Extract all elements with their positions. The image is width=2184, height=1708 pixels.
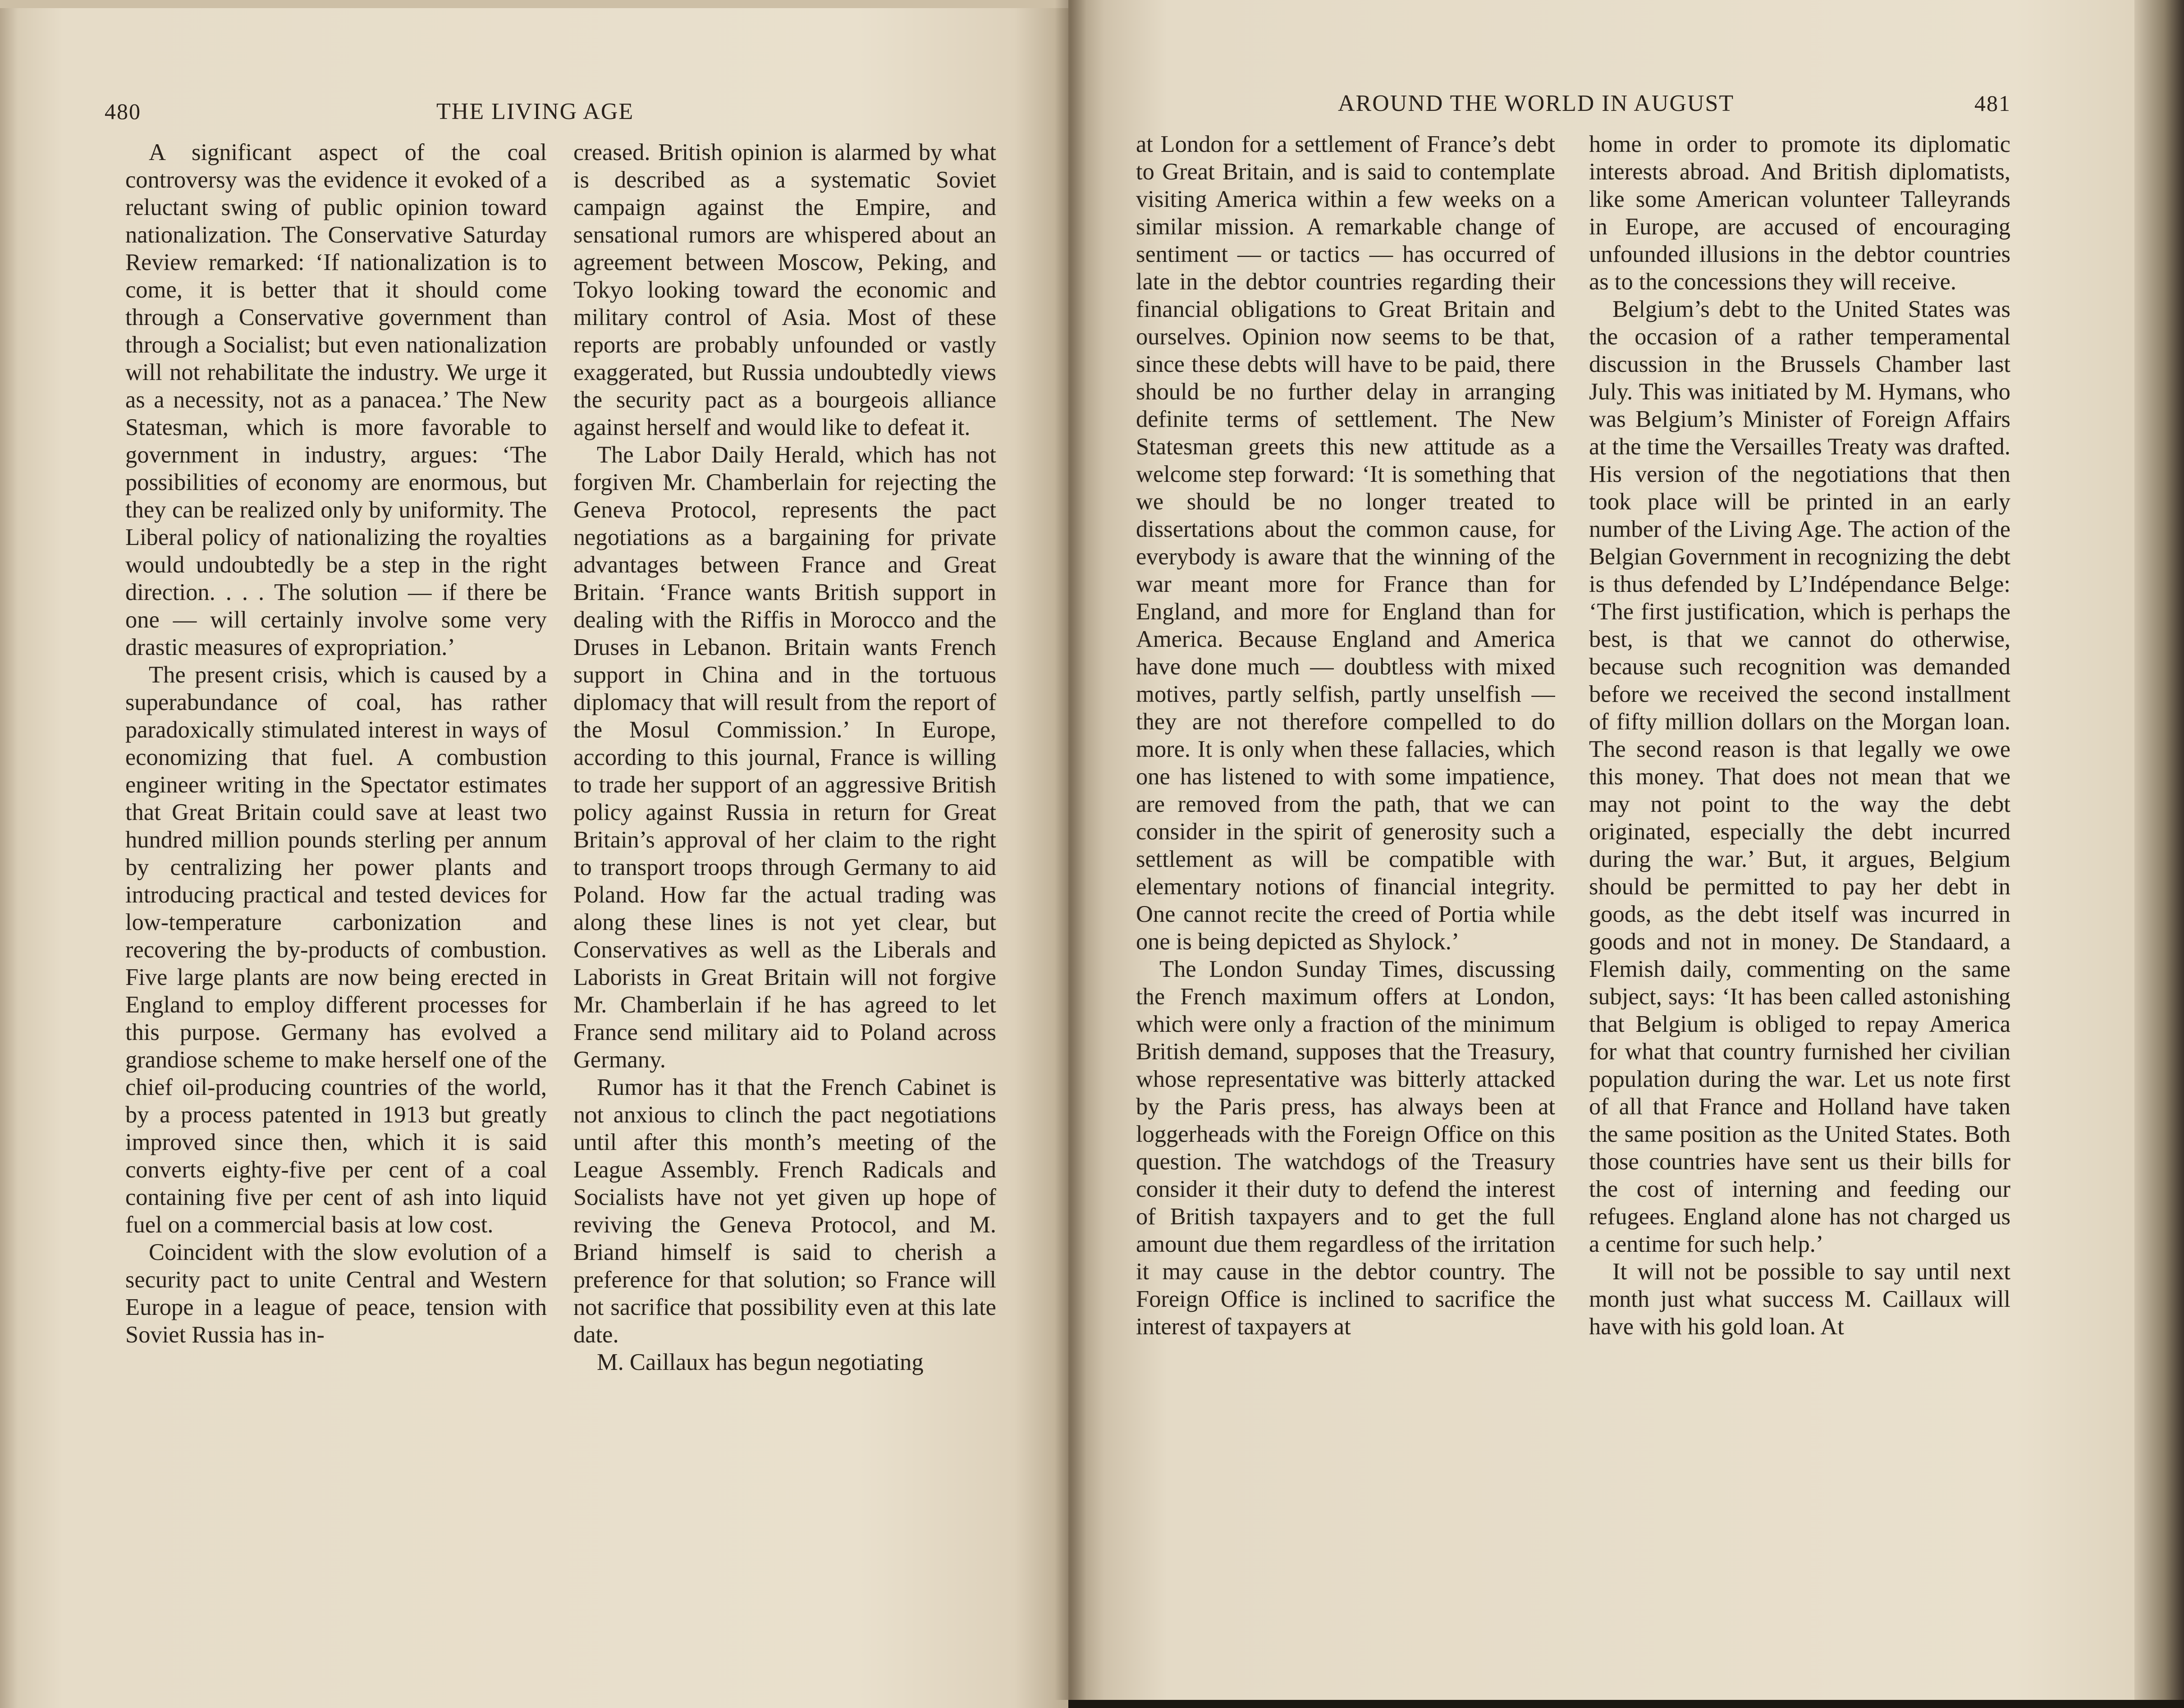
paragraph: Coincident with the slow evolution of a security pact to unite Central and Western Europe in a league of peace, tension with Soviet Russia has in- bbox=[125, 1239, 547, 1348]
column-2 bbox=[573, 139, 996, 1500]
paragraph: The present crisis, which is caused by a superabundance of coal, has rather paradoxically stimulated interest in ways of economizing that fuel. A combustion engineer writing in the Spectator estimates that Great Britain could save at least two hundred million pounds sterling per annum by centralizing her power plants and introducing practical and tested devices for low-temperature carbonization and recovering the by-products of combustion. Five large plants are now being erected in England to employ different processes for this purpose. Germany has evolved a grandiose scheme to make herself one of the chief oil-producing countries of the world, by a process patented in 1913 but greatly improved since then, which it is said converts eighty-five per cent of a coal containing five per cent of ash into liquid fuel on a commercial basis at low cost. bbox=[125, 662, 547, 1238]
book-gutter bbox=[1055, 0, 1086, 1700]
running-head-left: THE LIVING AGE bbox=[436, 99, 634, 124]
paragraph: The Labor Daily Herald, which has not forgiven Mr. Chamberlain for rejecting the Geneva Protocol, represents the pact negotiations as a bargaining for private advantages between France and Great Britain. ‘France wants British support in dealing with the Riffis in Morocco and the Druses in Lebanon. Britain wants French support in China and in the tortuous diplomacy that will result from the report of the Mosul Commission.’ In Europe, according to this journal, France is willing to trade her support of an aggressive British policy against Russia in return for Great Britain’s approval of her claim to the right to transport troops through Germany to aid Poland. How far the actual trading was along these lines is not yet clear, but Conservatives as well as the Liberals and Laborists in Great Britain will not forgive Mr. Chamberlain if he has agreed to let France send military aid to Poland across Germany. bbox=[573, 442, 996, 1073]
running-head-right: AROUND THE WORLD IN AUGUST bbox=[1338, 91, 1735, 116]
paragraph: creased. British opinion is alarmed by what is described as a systematic Soviet campaign against the Empire, and sensational rumors are whispered about an agreement between Moscow, Peking, and Tokyo looking toward the economic and military control of Asia. Most of these reports are probably unfounded or vastly exaggerated, but Russia undoubtedly views the security pact as a bourgeois alliance against herself and would like to defeat it. bbox=[573, 139, 996, 440]
paragraph: The London Sunday Times, discussing the French maximum offers at London, which were only a fraction of the minimum British demand, supposes that the Treasury, whose representative was bitterly attacked by the Paris press, has always been at loggerheads with the Foreign Office on this question. The watchdogs of the Treasury consider it their duty to defend the interest of British taxpayers and to get the full amount due them regardless of the irritation it may cause in the debtor country. The Foreign Office is inclined to sacrifice the interest of taxpayers at bbox=[1136, 956, 1555, 1340]
paragraph: Belgium’s debt to the United States was the occasion of a rather temperamental discussion in the Brussels Chamber last July. This was initiated by M. Hymans, who was Belgium’s Minister of Foreign Affairs at the time the Versailles Treaty was drafted. His version of the negotiations that then took place will be printed in an early number of the Living Age. The action of the Belgian Government in recognizing the debt is thus defended by L’Indépendance Belge: ‘The first justification, which is perhaps the best, is that we cannot do otherwise, because such recognition was demanded before we received the second installment of fifty million dollars on the Morgan loan. The second reason is that legally we owe this money. That does not mean that we may not point to the way the debt originated, especially the debt incurred during the war.’ But, it argues, Belgium should be permitted to pay her debt in goods, as the debt itself was incurred in goods and not in money. De Standaard, a Flemish daily, commenting on the same subject, says: ‘It has been called astonishing that Belgium is obliged to repay America for what that country furnished her civilian population during the war. Let us note first of all that France and Holland have taken the same position as the United States. Both those countries have sent us their bills for the cost of interning and feeding our refugees. England alone has not charged us a centime for such help.’ bbox=[1589, 296, 2010, 1257]
column-4 bbox=[1589, 131, 2010, 1492]
right-page bbox=[1068, 0, 2184, 1700]
page-edge bbox=[2134, 0, 2184, 1700]
column-3 bbox=[1136, 131, 1555, 1492]
column-1 bbox=[125, 139, 547, 1500]
paragraph: M. Caillaux has begun negotiating bbox=[597, 1349, 924, 1375]
left-page bbox=[0, 0, 1068, 1708]
paragraph: It will not be possible to say until next month just what success M. Caillaux will have with his gold loan. At bbox=[1589, 1259, 2010, 1340]
paragraph: A significant aspect of the coal controversy was the evidence it evoked of a reluctant swing of public opinion toward nationalization. The Conservative Saturday Review remarked: ‘If nationalization is to come, it is better that it should come through a Conservative government than through a Socialist; but even nationalization will not rehabilitate the industry. We urge it as a necessity, not as a panacea.’ The New Statesman, which is more favorable to government in industry, argues: ‘The possibilities of economy are enormous, but they can be realized only by uniformity. The Liberal policy of nationalizing the royalties would undoubtedly be a step in the right direction. . . . The solution — if there be one — will certainly involve some very drastic measures of expropriation.’ bbox=[125, 139, 547, 660]
page-number-right: 481 bbox=[1974, 91, 2011, 116]
paragraph: home in order to promote its diplomatic interests abroad. And British diplomatists, like some American volunteer Talleyrands in Europe, are accused of encouraging unfounded illusions in the debtor countries as to the concessions they will receive. bbox=[1589, 131, 2010, 295]
paragraph: Rumor has it that the French Cabinet is not anxious to clinch the pact negotiations until after this month’s meeting of the League Assembly. French Radicals and Socialists have not yet given up hope of reviving the Geneva Protocol, and M. Briand himself is said to cherish a preference for that solution; so France will not sacrifice that possibility even at this late date. bbox=[573, 1074, 996, 1348]
page-number-left: 480 bbox=[105, 99, 141, 124]
paragraph: at London for a settlement of France’s debt to Great Britain, and is said to contemplate visiting America within a few weeks on a similar mission. A remarkable change of sentiment — or tactics — has occurred of late in the debtor countries regarding their financial obligations to Great Britain and ourselves. Opinion now seems to be that, since these debts will have to be paid, there should be no further delay in arranging definite terms of settlement. The New Statesman greets this new attitude as a welcome step forward: ‘It is something that we should be no longer treated to dissertations about the common cause, for everybody is aware that the winning of the war meant more for France than for England, and more for England than for America. Because England and America have done much — doubtless with mixed motives, partly selfish, partly unselfish — they are not therefore compelled to do more. It is only when these fallacies, which one has listened to with some impatience, are removed from the path, that we can consider in the spirit of generosity such a settlement as will be compatible with elementary notions of financial integrity. One cannot recite the creed of Portia while one is being depicted as Shylock.’ bbox=[1136, 131, 1555, 955]
